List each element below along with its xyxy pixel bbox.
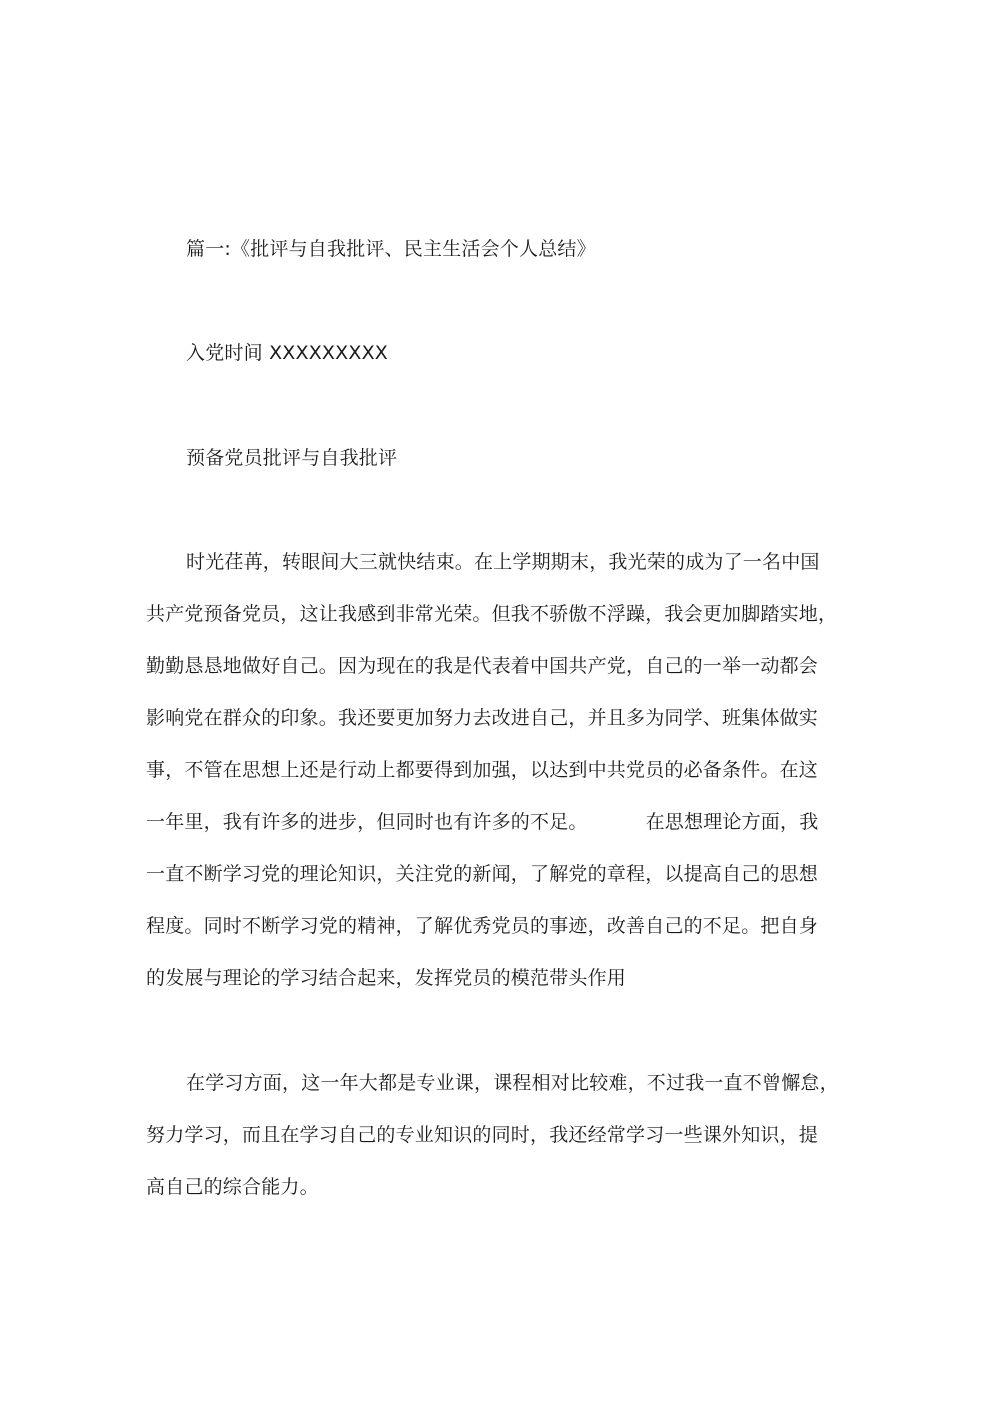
document-subtitle: 预备党员批评与自我批评 [186,447,398,469]
paragraph-line: 勤勤恳恳地做好自己。因为现在的我是代表着中国共产党，自己的一举一动都会 [146,655,819,677]
join-time-line [186,340,388,366]
join-time-label: 入党时间 [186,342,263,364]
paragraph-line: 努力学习，而且在学习自己的专业知识的同时，我还经常学习一些课外知识，提 [146,1124,819,1146]
paragraph-line-part: 一年里，我有许多的进步，但同时也有许多的不足。 [146,811,588,833]
paragraph-line: 时光荏苒，转眼间大三就快结束。在上学期期末，我光荣的成为了一名中国 [186,551,820,573]
paragraph-line [146,809,818,835]
paragraph-line: 共产党预备党员，这让我感到非常光荣。但我不骄傲不浮躁，我会更加脚踏实地， [146,603,838,625]
paragraph-line: 影响党在群众的印象。我还要更加努力去改进自己，并且多为同学、班集体做实 [146,707,819,729]
paragraph-line-part: 在思想理论方面，我 [645,811,819,833]
paragraph-line: 的发展与理论的学习结合起来，发挥党员的模范带头作用 [146,967,627,989]
join-time-value: XXXXXXXXX [269,342,389,364]
paragraph-line: 程度。同时不断学习党的精神，了解优秀党员的事迹，改善自己的不足。把自身 [146,915,819,937]
paragraph-line: 在学习方面，这一年大都是专业课，课程相对比较难，不过我一直不曾懈怠， [186,1072,839,1094]
paragraph-line: 一直不断学习党的理论知识，关注党的新闻，了解党的章程，以提高自己的思想 [146,863,819,885]
paragraph-line: 事，不管在思想上还是行动上都要得到加强，以达到中共党员的必备条件。在这 [146,759,819,781]
document-title: 篇一:《批评与自我批评、民主生活会个人总结》 [186,238,596,260]
paragraph-line: 高自己的综合能力。 [146,1176,319,1198]
